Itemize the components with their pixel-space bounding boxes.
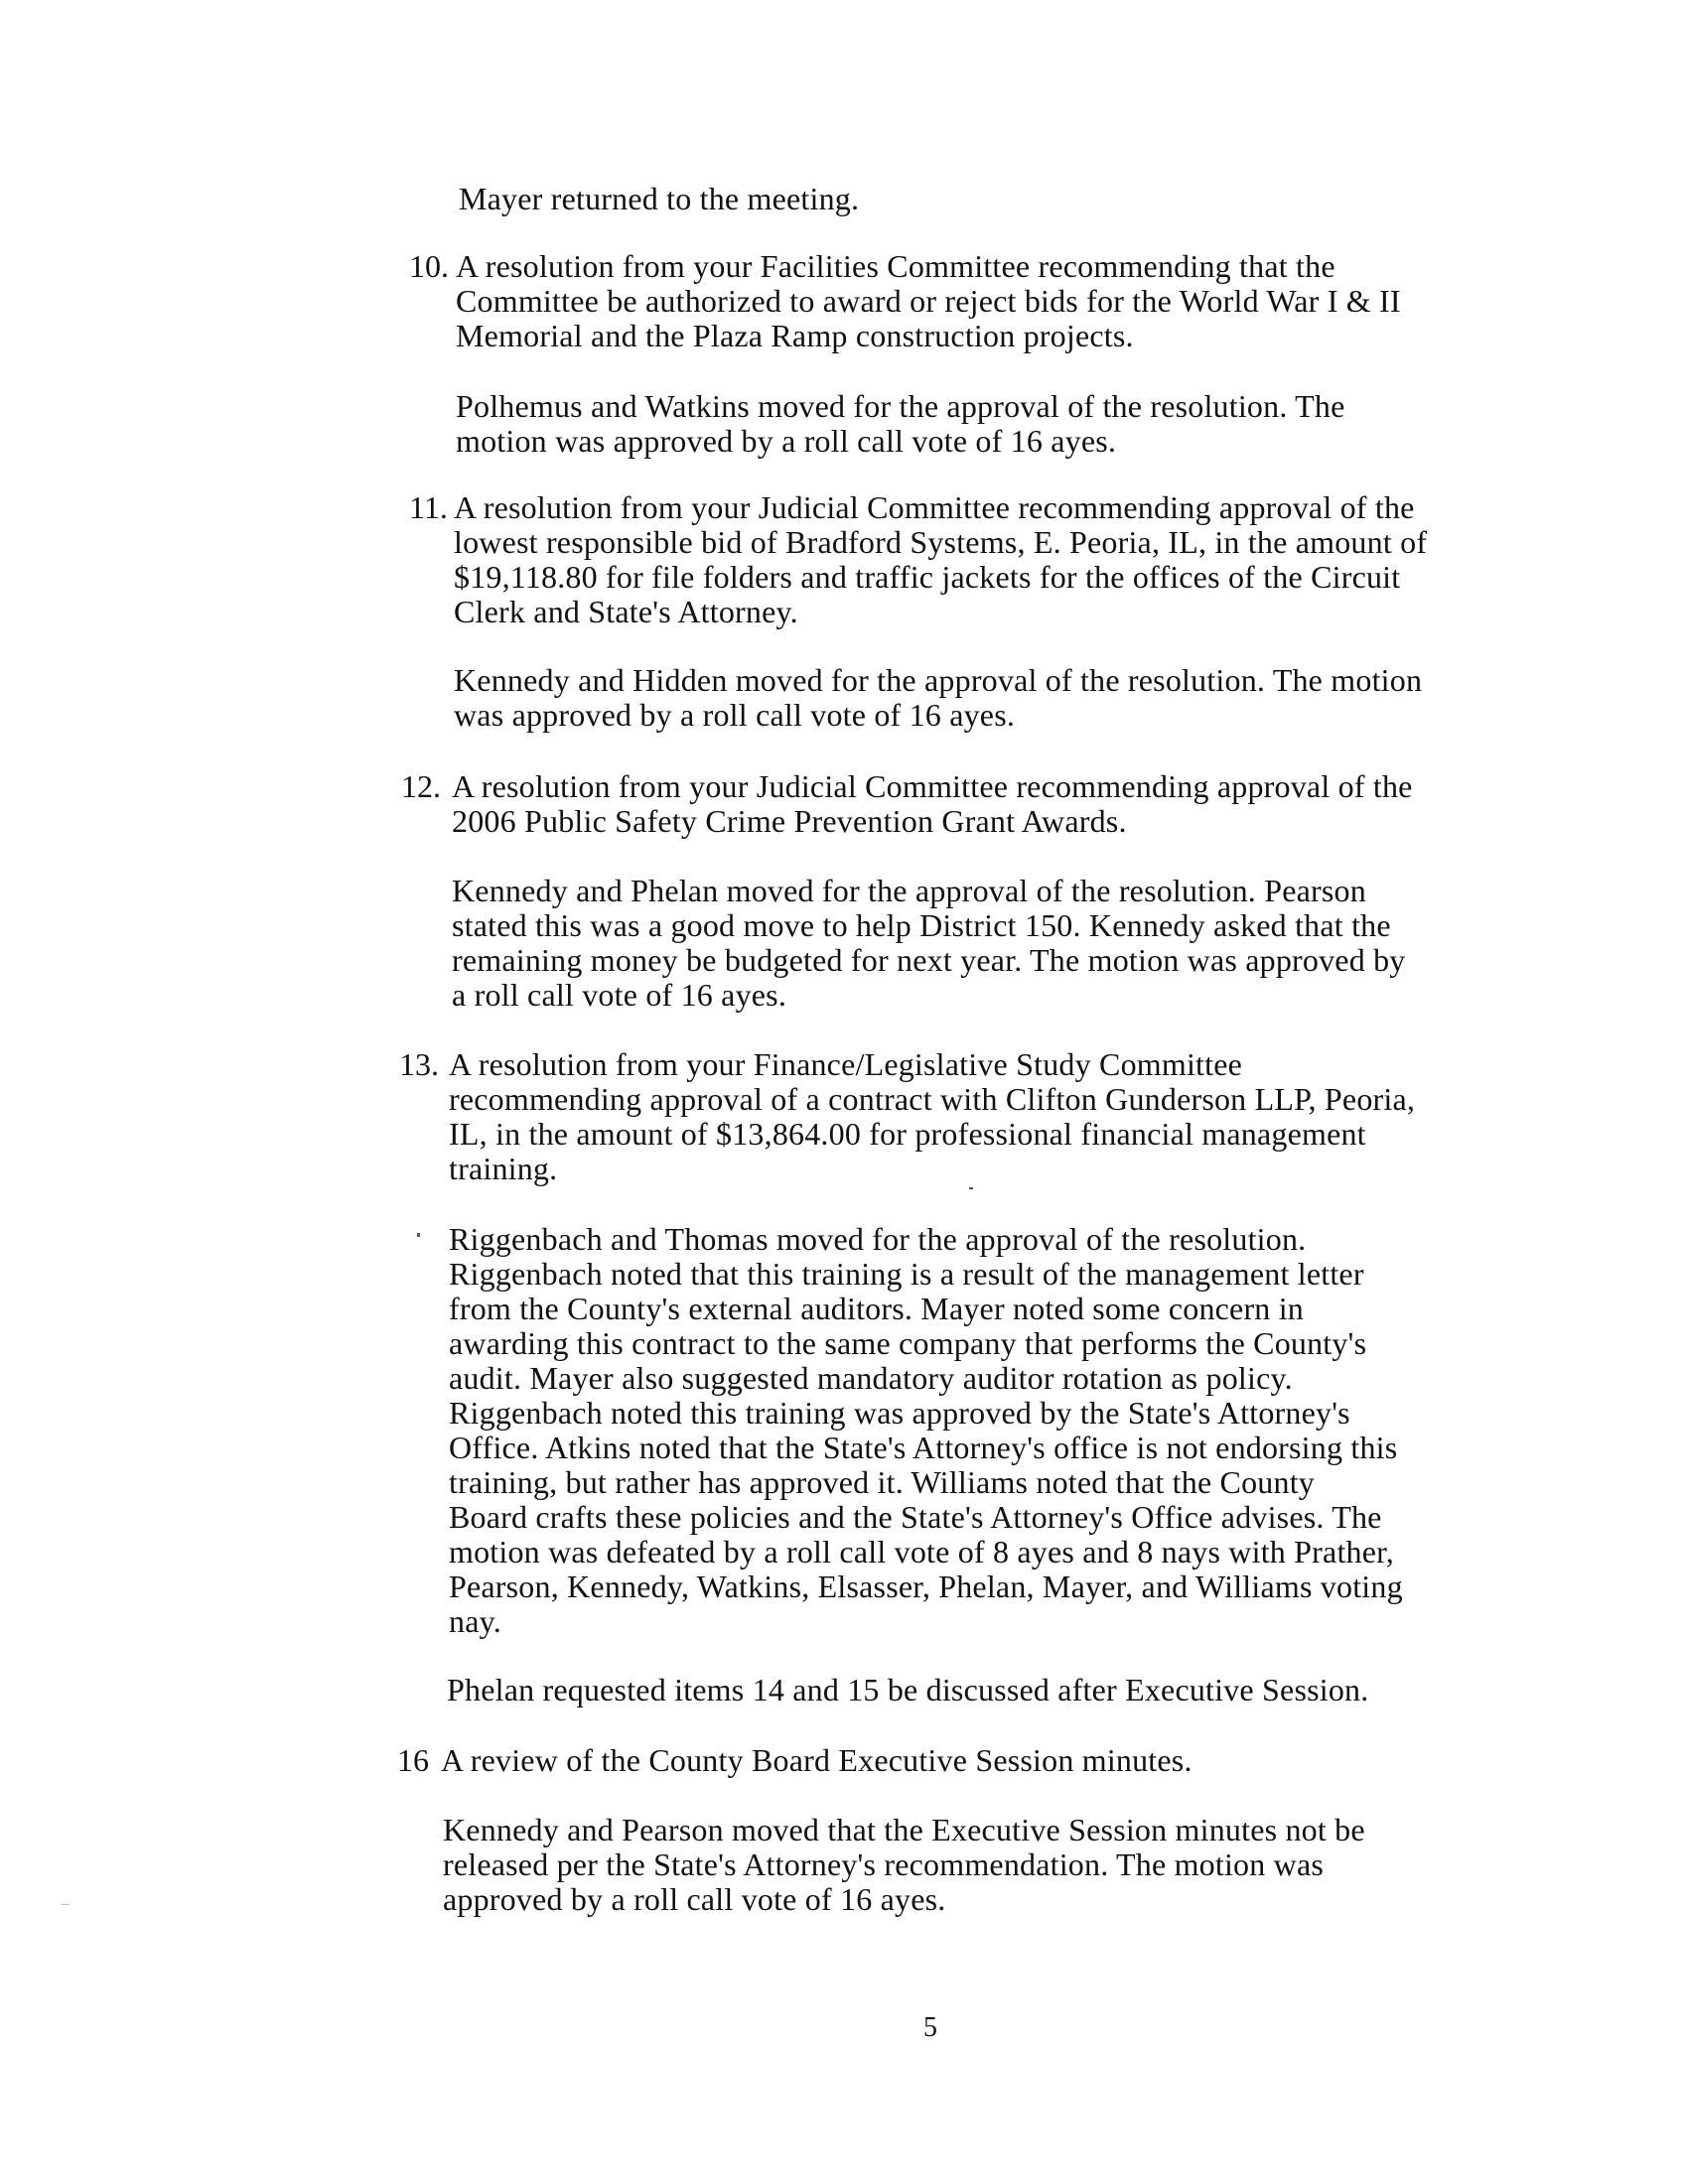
item-action: Kennedy and Hidden moved for the approval of the resolution. The motion was approved by a roll call vote of 16 ayes.	[454, 662, 1423, 733]
item-number: 10.	[409, 248, 449, 284]
item-text: A resolution from your Judicial Committee recommending approval of the lowest responsible bid of Bradford Systems, E. Peoria, IL, in the amount of $19,118.80 for file folders and traffic jackets for the offices of the Circuit Clerk and State's Attorney.	[454, 489, 1428, 629]
phelan-request: Phelan requested items 14 and 15 be discussed after Executive Session.	[447, 1672, 1369, 1707]
item-text: A resolution from your Facilities Committee recommending that the Committee be authorized to award or reject bids for the World War I & II Memorial and the Plaza Ramp construction projects.	[456, 248, 1401, 353]
item-action: Kennedy and Pearson moved that the Executive Session minutes not be released per the State's Attorney's recommendation. The motion was approved by a roll call vote of 16 ayes.	[443, 1812, 1365, 1917]
item-action: Riggenbach and Thomas moved for the approval of the resolution. Riggenbach noted that this training is a result of the management letter from the County's external auditors. Mayer noted some concern in awarding this contract to the same company that performs the County's audit. Mayer also suggested mandatory auditor rotation as policy. Riggenbach noted this training was approved by the State's Attorney's Office. Atkins noted that the State's Attorney's office is not endorsing this training, but rather has approved it. Williams noted that the County Board crafts these policies and the State's Attorney's Office advises. The motion was defeated by a roll call vote of 8 ayes and 8 nays with Prather, Pearson, Kennedy, Watkins, Elsasser, Phelan, Mayer, and Williams voting nay.	[449, 1221, 1403, 1639]
item-number: 12.	[401, 768, 441, 804]
item-number: 16	[397, 1742, 429, 1778]
page-number: 5	[923, 2012, 937, 2043]
scan-speck	[969, 1187, 973, 1189]
scan-speck	[417, 1233, 420, 1237]
item-text: A review of the County Board Executive Session minutes.	[441, 1742, 1193, 1778]
item-number: 11.	[409, 489, 448, 525]
item-text: A resolution from your Judicial Committee recommending approval of the 2006 Public Safety Crime Prevention Grant Awards.	[452, 768, 1413, 839]
item-action: Polhemus and Watkins moved for the approval of the resolution. The motion was approved by a roll call vote of 16 ayes.	[456, 388, 1345, 459]
intro-line: Mayer returned to the meeting.	[459, 181, 860, 216]
item-text: A resolution from your Finance/Legislative Study Committee recommending approval of a contract with Clifton Gunderson LLP, Peoria, IL, in the amount of $13,864.00 for professional financial management training.	[449, 1046, 1416, 1186]
scan-speck	[62, 1904, 70, 1905]
item-number: 13.	[399, 1046, 439, 1082]
item-action: Kennedy and Phelan moved for the approval of the resolution. Pearson stated this was a good move to help District 150. Kennedy asked that the remaining money be budgeted for next year. The motion was approved by a roll call vote of 16 ayes.	[452, 873, 1406, 1013]
